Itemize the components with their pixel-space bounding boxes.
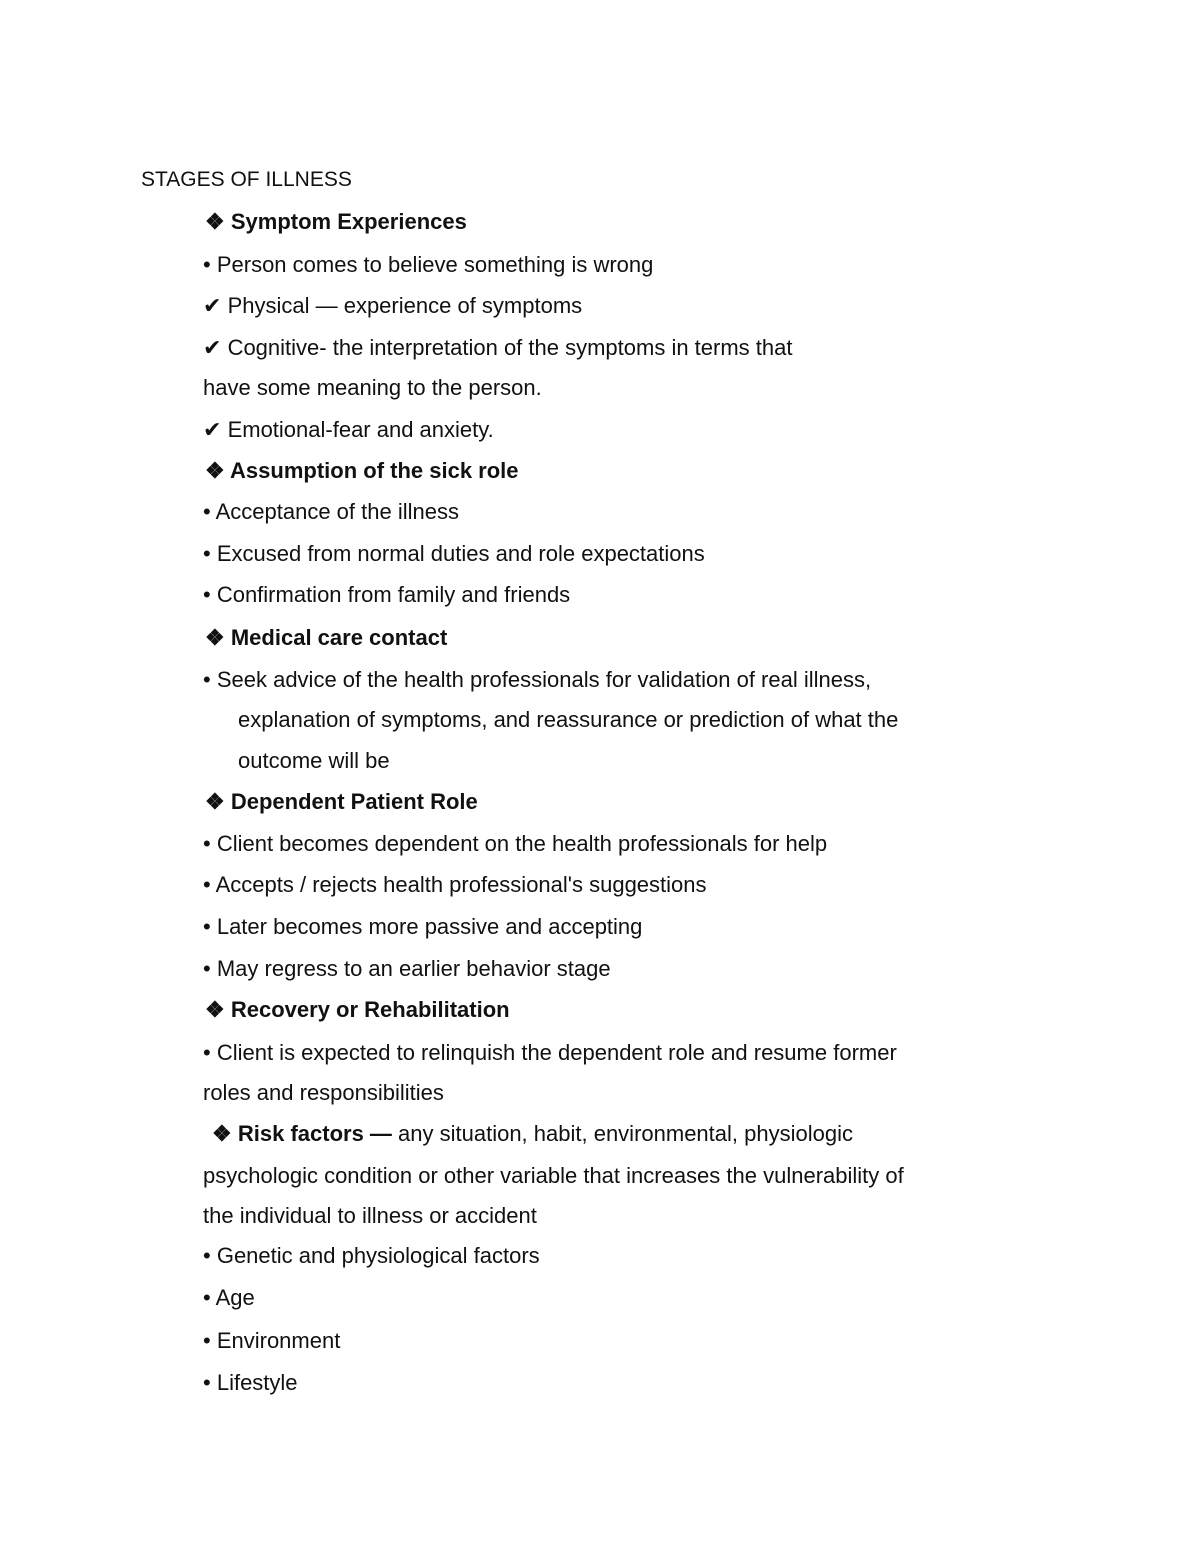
check-item	[203, 335, 792, 361]
bullet-icon: •	[203, 1328, 211, 1353]
list-item	[203, 872, 707, 898]
list-item	[203, 667, 871, 693]
diamond-bullet-icon: ❖	[212, 1121, 232, 1146]
list-item-text: Environment	[216, 1328, 341, 1353]
diamond-bullet-icon: ❖	[205, 997, 225, 1022]
bullet-icon: •	[203, 1370, 211, 1395]
bullet-icon: •	[203, 914, 211, 939]
list-item	[203, 541, 705, 567]
section-heading-text: Recovery or Rehabilitation	[230, 997, 510, 1022]
checkmark-icon: ✔	[203, 293, 222, 318]
bullet-icon: •	[203, 1040, 211, 1065]
list-item	[203, 1040, 897, 1066]
section-heading-symptom-experiences	[205, 209, 467, 235]
check-item-text: Physical — experience of symptoms	[227, 293, 583, 318]
checkmark-icon: ✔	[203, 335, 222, 360]
list-item-text: Person comes to believe something is wrong	[216, 252, 654, 277]
definition-continuation: psychologic condition or other variable that increases the vulnerability of	[203, 1163, 904, 1188]
list-item-text: Genetic and physiological factors	[216, 1243, 540, 1268]
list-item-text: May regress to an earlier behavior stage	[216, 956, 611, 981]
bullet-icon: •	[203, 1243, 211, 1268]
section-heading-medical-care	[205, 625, 447, 651]
check-item	[203, 293, 582, 319]
check-item-text: Emotional-fear and anxiety.	[227, 417, 494, 442]
diamond-bullet-icon: ❖	[205, 789, 225, 814]
section-heading-recovery	[205, 997, 510, 1023]
list-item-text: Accepts / rejects health professional's suggestions	[215, 872, 707, 897]
list-item-continuation: explanation of symptoms, and reassurance or prediction of what the	[238, 707, 899, 732]
list-item-text: Age	[215, 1285, 255, 1310]
list-item	[203, 1243, 540, 1269]
section-heading-text: Symptom Experiences	[230, 209, 467, 234]
section-heading-text: Risk factors —	[237, 1121, 392, 1146]
list-item	[203, 252, 653, 278]
list-item-continuation: roles and responsibilities	[203, 1080, 444, 1105]
bullet-icon: •	[203, 252, 211, 277]
list-item	[203, 582, 570, 608]
list-item-text: Confirmation from family and friends	[216, 582, 571, 607]
check-item-text: Cognitive- the interpretation of the symptoms in terms that	[227, 335, 793, 360]
list-item	[203, 499, 459, 525]
section-heading-text: Dependent Patient Role	[230, 789, 478, 814]
section-heading-text: Medical care contact	[230, 625, 448, 650]
definition-text: any situation, habit, environmental, physiologic	[391, 1121, 853, 1146]
bullet-icon: •	[203, 831, 211, 856]
list-item-text: Lifestyle	[216, 1370, 298, 1395]
diamond-bullet-icon: ❖	[205, 458, 225, 483]
section-heading-text: Assumption of the sick role	[230, 458, 519, 483]
diamond-bullet-icon: ❖	[205, 625, 225, 650]
list-item-text: Client becomes dependent on the health professionals for help	[216, 831, 828, 856]
section-heading-dependent-role	[205, 789, 478, 815]
checkmark-icon: ✔	[203, 417, 222, 442]
list-item-text: Seek advice of the health professionals for validation of real illness,	[216, 667, 872, 692]
check-item	[203, 417, 494, 443]
list-item-text: Acceptance of the illness	[215, 499, 459, 524]
bullet-icon: •	[203, 499, 211, 524]
definition-continuation: the individual to illness or accident	[203, 1203, 537, 1228]
list-item	[203, 831, 827, 857]
bullet-icon: •	[203, 872, 211, 897]
bullet-icon: •	[203, 541, 211, 566]
section-heading-sick-role	[205, 458, 519, 484]
list-item-text: Client is expected to relinquish the dependent role and resume former	[216, 1040, 897, 1065]
list-item	[203, 1285, 255, 1311]
bullet-icon: •	[203, 582, 211, 607]
list-item	[203, 1328, 340, 1354]
bullet-icon: •	[203, 1285, 211, 1310]
list-item-text: Excused from normal duties and role expectations	[216, 541, 705, 566]
bullet-icon: •	[203, 956, 211, 981]
check-item-continuation: have some meaning to the person.	[203, 375, 542, 400]
list-item	[203, 1370, 298, 1396]
list-item	[203, 956, 611, 982]
diamond-bullet-icon: ❖	[205, 209, 225, 234]
section-heading-risk-factors	[212, 1121, 853, 1147]
list-item-continuation: outcome will be	[238, 748, 390, 773]
list-item-text: Later becomes more passive and accepting	[216, 914, 643, 939]
bullet-icon: •	[203, 667, 211, 692]
list-item	[203, 914, 642, 940]
document-title: STAGES OF ILLNESS	[141, 168, 352, 191]
